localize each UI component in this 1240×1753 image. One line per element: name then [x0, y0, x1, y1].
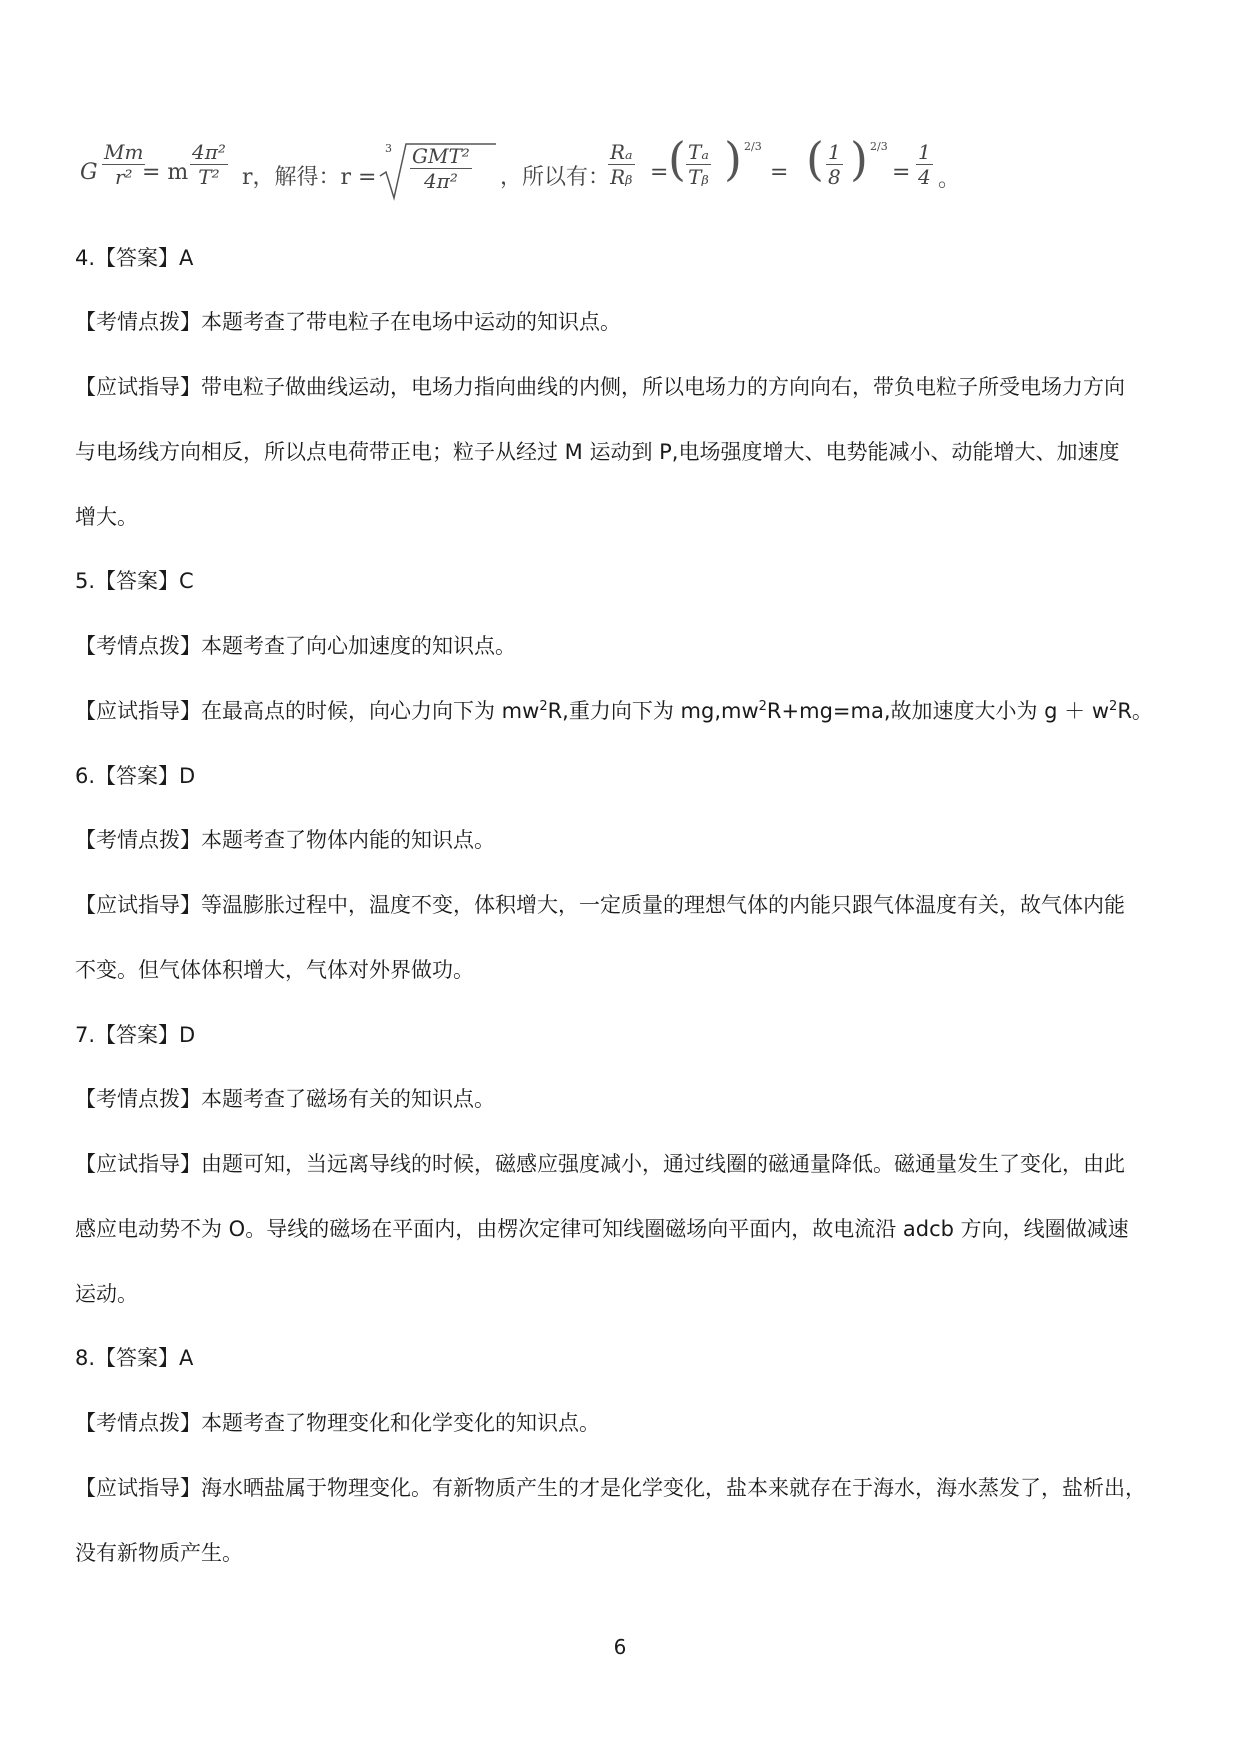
page-number: 6 — [613, 1635, 627, 1659]
left-paren-icon-2: ( — [806, 132, 824, 186]
formula-end: 。 — [938, 167, 961, 192]
formula-block — [80, 132, 980, 210]
formula-frac-GMT2: GMT² 4π² — [412, 144, 470, 193]
guidance-4-line3: 增大。 — [75, 505, 138, 529]
answer-8: 8.【答案】A — [75, 1346, 194, 1370]
guidance-5: 【应试指导】在最高点的时候，向心力向下为 $mw^2R$,重力向下为 $mg,mw^2R+mg=ma$,故加速度大小为 $g + w^2R$。 — [75, 699, 1153, 723]
formula-G: G — [80, 160, 98, 185]
guidance-4-line2: 与电场线方向相反，所以点电荷带正电；粒子从经过 M 运动到 P,电场强度增大、电势能减小、动能增大、加速度 — [75, 440, 1120, 464]
formula-exponent-2: 2/3 — [870, 140, 888, 153]
answer-7: 7.【答案】D — [75, 1023, 196, 1047]
answer-6: 6.【答案】D — [75, 764, 196, 788]
formula-frac-TA-TB: $\frac{\text{Tₐ}}{\text{Tᵦ}}$ — [688, 140, 709, 189]
formula-eq2: = — [650, 160, 669, 185]
right-paren-icon-2: ) — [850, 132, 868, 186]
formula-solve-text: r，解得：r = — [242, 165, 377, 190]
formula-frac-1-8: $\frac{1}{8}$ — [828, 140, 841, 189]
formula-so-text: ，所以有： — [500, 165, 611, 190]
analysis-tip-7: 【考情点拨】本题考查了磁场有关的知识点。 — [75, 1087, 495, 1111]
guidance-7-line1: 【应试指导】由题可知，当远离导线的时候，磁感应强度减小，通过线圈的磁通量降低。磁通量发生了变化，由此 — [75, 1152, 1125, 1176]
guidance-7-line3: 运动。 — [75, 1282, 138, 1306]
formula-frac-Mm-r2: $\frac{Mm}{\text{r²}}$ — [104, 140, 144, 189]
formula-eq1: = m — [142, 160, 189, 185]
formula-frac-1-4: $\frac{1}{4}$ — [918, 140, 931, 189]
analysis-tip-4: 【考情点拨】本题考查了带电粒子在电场中运动的知识点。 — [75, 310, 621, 334]
formula-root-index: 3 — [385, 142, 392, 155]
analysis-tip-6: 【考情点拨】本题考查了物体内能的知识点。 — [75, 828, 495, 852]
analysis-tip-8: 【考情点拨】本题考查了物理变化和化学变化的知识点。 — [75, 1411, 600, 1435]
guidance-4-line1: 【应试指导】带电粒子做曲线运动，电场力指向曲线的内侧，所以电场力的方向向右，带负电粒子所受电场力方向 — [75, 375, 1125, 399]
answer-5: 5.【答案】C — [75, 569, 194, 593]
guidance-8-line1: 【应试指导】海水晒盐属于物理变化。有新物质产生的才是化学变化，盐本来就存在于海水，海水蒸发了，盐析出， — [75, 1476, 1146, 1500]
guidance-6-line2: 不变。但气体体积增大，气体对外界做功。 — [75, 958, 474, 982]
guidance-7-line2: 感应电动势不为 O。导线的磁场在平面内，由楞次定律可知线圈磁场向平面内，故电流沿 adcb 方向，线圈做减速 — [75, 1217, 1129, 1241]
formula-exponent: 2/3 — [744, 140, 762, 153]
formula-frac-RA-RB: $\frac{\text{Rₐ}}{\text{Rᵦ}}$ — [610, 140, 633, 189]
analysis-tip-5: 【考情点拨】本题考查了向心加速度的知识点。 — [75, 634, 516, 658]
answer-4: 4.【答案】A — [75, 246, 194, 270]
left-paren-icon: ( — [668, 132, 686, 186]
guidance-6-line1: 【应试指导】等温膨胀过程中，温度不变，体积增大，一定质量的理想气体的内能只跟气体温度有关，故气体内能 — [75, 893, 1125, 917]
formula-eq4: = — [892, 160, 911, 185]
right-paren-icon: ) — [724, 132, 742, 186]
formula-eq3: = — [770, 160, 789, 185]
formula-frac-4pi2-T2: $\frac{\text{4π²}}{\text{T²}}$ — [192, 140, 226, 189]
guidance-8-line2: 没有新物质产生。 — [75, 1541, 243, 1565]
